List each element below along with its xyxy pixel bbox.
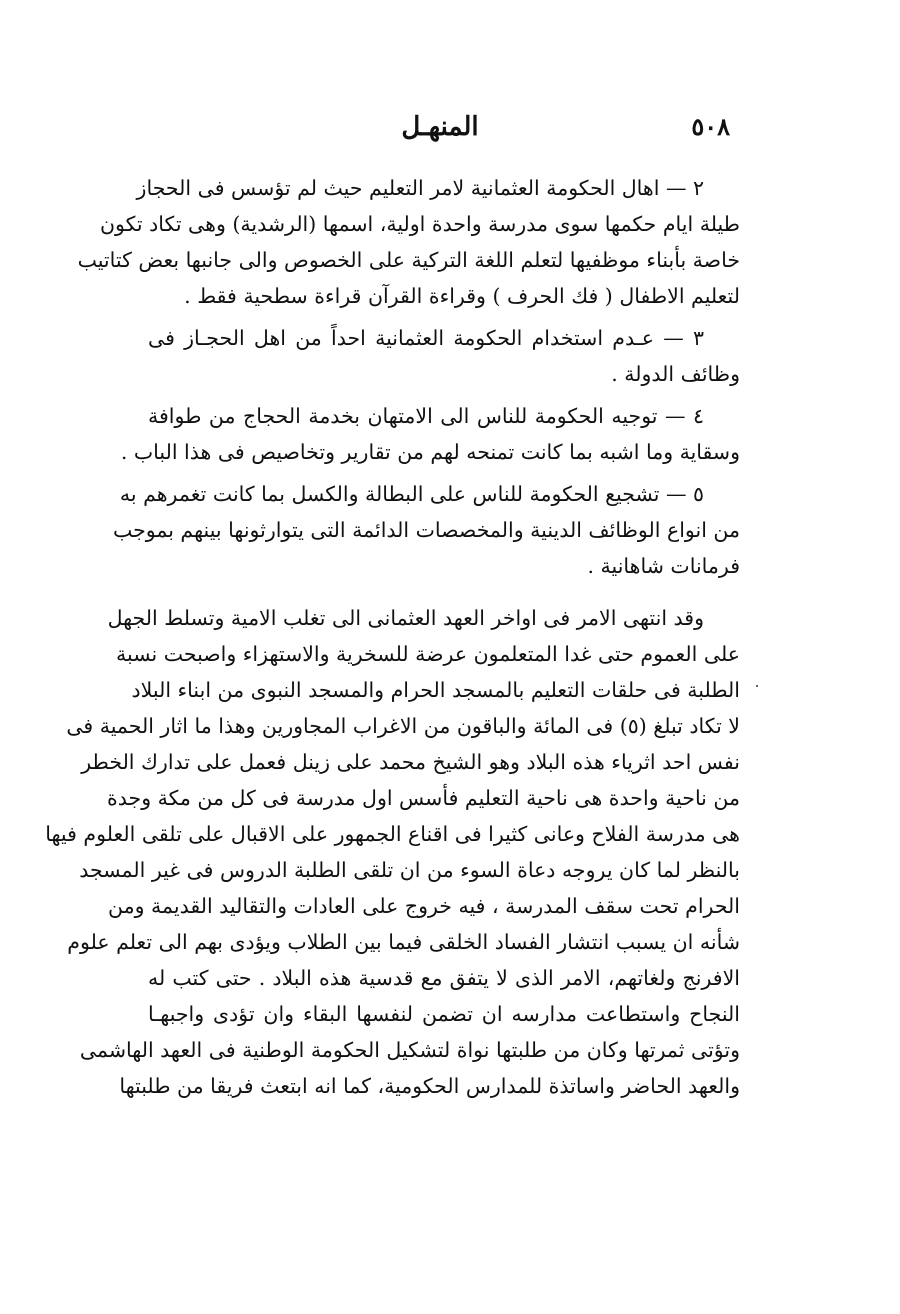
text-line: وظائف الدولة . — [611, 362, 740, 386]
text-line: الحرام تحت سقف المدرسة ، فيه خروج على العادات والتقاليد القديمة ومن — [108, 894, 740, 918]
text-line: الافرنج ولغاتهم، الامر الذى لا يتفق مع قدسية هذه البلاد . حتى كتب له — [148, 966, 740, 990]
body-text — [45, 170, 740, 1110]
list-item-3 — [148, 320, 740, 392]
text-line: ٢ — اهال الحكومة العثمانية لامر التعليم حيث لم تؤسس فى الحجاز — [136, 176, 704, 200]
margin-speck — [756, 685, 758, 687]
text-line: هى مدرسة الفلاح وعانى كثيرا فى اقناع الجمهور على الاقبال على تلقى العلوم فيها — [45, 822, 740, 846]
text-line: الطلبة فى حلقات التعليم بالمسجد الحرام والمسجد النبوى من ابناء البلاد — [131, 678, 740, 702]
text-line: من ناحية واحدة هى ناحية التعليم فأسس اول مدرسة فى كل من مكة وجدة — [107, 786, 740, 810]
text-line: على العموم حتى غدا المتعلمون عرضة للسخرية والاستهزاء واصبحت نسبة — [116, 642, 740, 666]
text-line: وتؤتى ثمرتها وكان من طلبتها نواة لتشكيل الحكومة الوطنية فى العهد الهاشمى — [79, 1038, 740, 1062]
running-title: المنهـل — [401, 112, 479, 142]
text-line: من انواع الوظائف الدينية والمخصصات الدائمة التى يتوارثونها بينهم بموجب — [112, 518, 740, 542]
text-line: لتعليم الاطفال ( فك الحرف ) وقراءة القرآن قراءة سطحية فقط . — [184, 284, 740, 308]
text-line: لا تكاد تبلغ (٥) فى المائة والباقون من الاغراب المجاورين وهذا ما اثار الحمية فى — [66, 714, 740, 738]
page-header — [150, 112, 730, 152]
text-line: طيلة ايام حكمها سوى مدرسة واحدة اولية، اسمها (الرشدية) وهى تكاد تكون — [99, 212, 740, 236]
text-line: والعهد الحاضر واساتذة للمدارس الحكومية، كما انه ابتعث فريقا من طلبتها — [119, 1074, 740, 1098]
main-paragraph — [45, 600, 740, 1104]
page-number: ٥٠٨ — [691, 112, 730, 141]
text-line: شأنه ان يسبب انتشار الفساد الخلقى فيما بين الطلاب ويؤدى بهم الى تعلم علوم — [67, 930, 740, 954]
list-item-5 — [112, 476, 740, 584]
text-line: ٤ — توجيه الحكومة للناس الى الامتهان بخدمة الحجاج من طوافة — [148, 404, 704, 428]
text-line: وقد انتهى الامر فى اواخر العهد العثمانى الى تغلب الامية وتسلط الجهل — [107, 606, 704, 630]
list-item-2 — [77, 170, 740, 314]
paragraph-gap — [148, 590, 740, 600]
text-line: فرمانات شاهانية . — [587, 554, 740, 578]
text-line: خاصة بأبناء موظفيها لتعلم اللغة التركية على الخصوص والى جانبها بعض كتاتيب — [77, 248, 740, 272]
list-item-4 — [120, 398, 740, 470]
text-line: النجاح واستطاعت مدارسه ان تضمن لنفسها البقاء وان تؤدى واجبهـا — [148, 1002, 740, 1026]
text-line: بالنظر لما كان يروجه دعاة السوء من ان تلقى الطلبة الدروس فى غير المسجد — [79, 858, 740, 882]
text-line: نفس احد اثرياء هذه البلاد وهو الشيخ محمد على زينل فعمل على تدارك الخطر — [81, 750, 740, 774]
text-line: ٣ — عـدم استخدام الحكومة العثمانية احداً من اهل الحجـاز فى — [148, 326, 704, 350]
text-line: وسقاية وما اشبه بما كانت تمنحه لهم من تقارير وتخاصيص فى هذا الباب . — [120, 440, 740, 464]
text-line: ٥ — تشجيع الحكومة للناس على البطالة والكسل بما كانت تغمرهم به — [119, 482, 704, 506]
